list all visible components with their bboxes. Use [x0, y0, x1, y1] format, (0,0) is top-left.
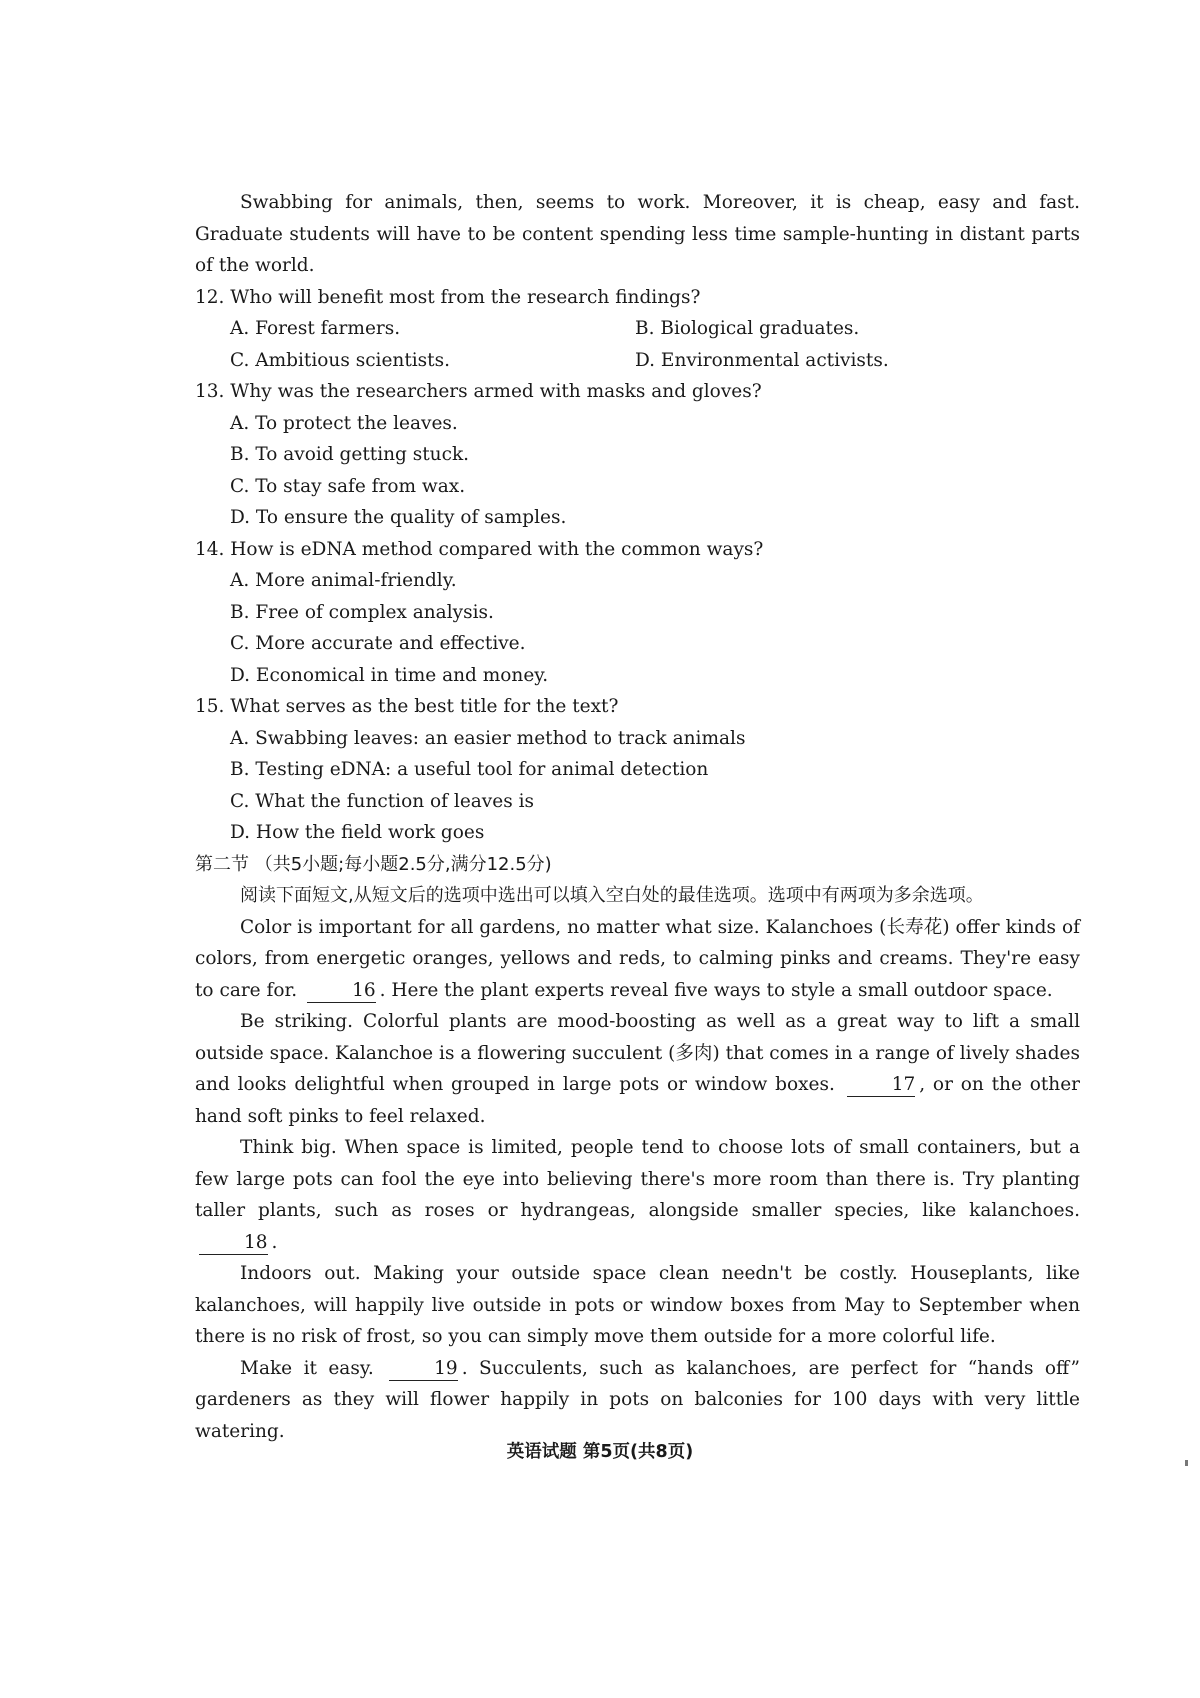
option-12-b: B. Biological graduates. [635, 318, 860, 339]
section-2-instruction: 阅读下面短文,从短文后的选项中选出可以填入空白处的最佳选项。选项中有两项为多余选项。 [240, 885, 984, 906]
blank-19: 19 [389, 1358, 458, 1381]
option-15-b: B. Testing eDNA: a useful tool for animal detection [230, 759, 709, 780]
option-14-a: A. More animal-friendly. [230, 570, 457, 591]
question-12-options-row-1 [230, 313, 1080, 345]
cloze-p1-text-b: . Here the plant experts reveal five ways to style a small outdoor space. [379, 979, 1053, 1001]
option-12-c: C. Ambitious scientists. [230, 349, 450, 371]
option-15-d: D. How the field work goes [230, 822, 485, 843]
cloze-p2-text-a: Be striking. Colorful plants are mood-boosting as well as a great way to lift a small outside space. Kalanchoe is a flowering succulent (多肉) that comes in a range of lively shades and looks delightful when grouped in large pots or window boxes. [195, 1011, 1080, 1095]
cloze-p1-text-a: Color is important for all gardens, no matter what size. Kalanchoes (长寿花) offer kinds of colors, from energetic oranges, yellows and reds, to calming pinks and creams. They're easy to care for. [195, 916, 1080, 1001]
page-footer: 英语试题 第5页(共8页) [506, 1442, 694, 1462]
option-12-a: A. Forest farmers. [230, 318, 401, 339]
cloze-paragraph-3 [195, 1132, 1080, 1258]
question-15-stem: 15. What serves as the best title for the text? [195, 696, 619, 717]
option-13-c: C. To stay safe from wax. [230, 475, 466, 497]
page-content [195, 187, 1080, 1447]
cloze-paragraph-1 [195, 912, 1080, 1007]
cloze-paragraph-4: Indoors out. Making your outside space clean needn't be costly. Houseplants, like kalanchoes, will happily live outside in pots or window boxes from May to September when there is no risk of frost, so you can simply move them outside for a more colorful life. [195, 1263, 1080, 1347]
option-14-d: D. Economical in time and money. [230, 664, 549, 686]
option-14-c: C. More accurate and effective. [230, 633, 526, 654]
cloze-p3-text-a: Think big. When space is limited, people tend to choose lots of small containers, but a few large pots can fool the eye into believing there's more room than there is. Try planting taller plants, such as roses or hydrangeas, alongside smaller species, like kalanchoes. [195, 1137, 1080, 1221]
option-15-c: C. What the function of leaves is [230, 790, 534, 812]
blank-18: 18 [199, 1232, 268, 1255]
question-12-options-row-2 [230, 345, 1080, 377]
scan-speck [1185, 1460, 1188, 1466]
cloze-p5-text-b: . Succulents, such as kalanchoes, are perfect for “hands off” gardeners as they will flower happily in pots on balconies for 100 days with very little watering. [195, 1357, 1080, 1442]
option-14-b: B. Free of complex analysis. [230, 601, 494, 623]
question-12-stem: 12. Who will benefit most from the research findings? [195, 286, 701, 308]
section-2-heading: 第二节 （共5小题;每小题2.5分,满分12.5分) [195, 853, 552, 875]
blank-17: 17 [847, 1074, 916, 1097]
option-12-d: D. Environmental activists. [635, 349, 889, 371]
question-14-stem: 14. How is eDNA method compared with the common ways? [195, 538, 764, 560]
cloze-paragraph-2 [195, 1006, 1080, 1132]
cloze-p5-text-a: Make it easy. [240, 1357, 374, 1379]
option-15-a: A. Swabbing leaves: an easier method to track animals [230, 727, 746, 749]
cloze-paragraph-5 [195, 1353, 1080, 1448]
blank-16: 16 [307, 980, 376, 1003]
question-13-stem: 13. Why was the researchers armed with masks and gloves? [195, 381, 762, 402]
option-13-a: A. To protect the leaves. [230, 412, 458, 434]
option-13-d: D. To ensure the quality of samples. [230, 507, 567, 528]
passage-closing-paragraph: Swabbing for animals, then, seems to work. Moreover, it is cheap, easy and fast. Graduate students will have to be content spending less time sample-hunting in distant parts of the world. [195, 192, 1080, 276]
option-13-b: B. To avoid getting stuck. [230, 444, 470, 465]
cloze-p3-text-b: . [271, 1231, 278, 1253]
cloze-p2-text-b: , or on the other hand soft pinks to feel relaxed. [195, 1074, 1080, 1127]
